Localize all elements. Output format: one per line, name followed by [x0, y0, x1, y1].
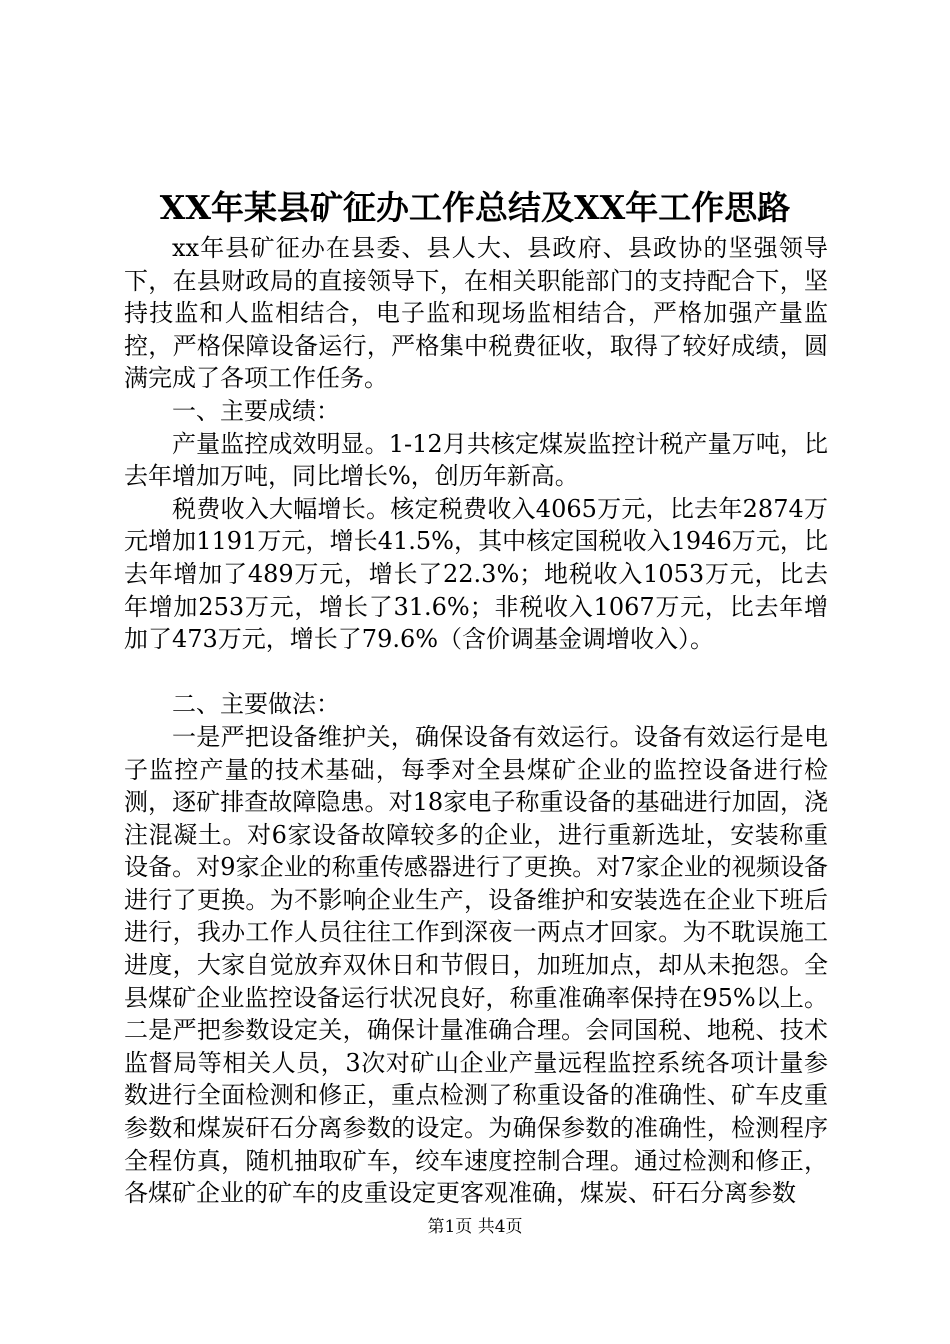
- paragraph-equipment-maintenance: 一是严把设备维护关，确保设备有效运行。设备有效运行是电子监控产量的技术基础，每季对全县煤矿企业的监控设备进行检测，逐矿排查故障隐患。对18家电子称重设备的基础进行加固，浇注混凝土。对6家设备故障较多的企业，进行重新选址，安装称重设备。对9家企业的称重传感器进行了更换。对7家企业的视频设备进行了更换。为不影响企业生产，设备维护和安装选在企业下班后进行，我办工作人员往往工作到深夜一两点才回家。为不耽误施工进度，大家自觉放弃双休日和节假日，加班加点，却从未抱怨。全县煤矿企业监控设备运行状况良好，称重准确率保持在95%以上。二是严把参数设定关，确保计量准确合理。会同国税、地税、技术监督局等相关人员，3次对矿山企业产量远程监控系统各项计量参数进行全面检测和修正，重点检测了称重设备的准确性、矿车皮重参数和煤炭矸石分离参数的设定。为确保参数的准确性，检测程序全程仿真，随机抽取矿车，绞车速度控制合理。通过检测和修正，各煤矿企业的矿车的皮重设定更客观准确，煤炭、矸石分离参数: [124, 722, 828, 1208]
- page-footer: 第1页 共4页: [427, 1217, 523, 1237]
- section-heading-methods: 二、主要做法：: [172, 690, 340, 719]
- paragraph-spacer: [124, 656, 828, 689]
- document-body: [124, 232, 828, 1210]
- section-heading-achievements: 一、主要成绩：: [172, 396, 340, 425]
- paragraph-output-monitoring: 产量监控成效明显。1-12月共核定煤炭监控计税产量万吨，比去年增加万吨，同比增长%，创历年新高。: [124, 429, 828, 491]
- paragraph-intro: xx年县矿征办在县委、县人大、县政府、县政协的坚强领导下，在县财政局的直接领导下，在相关职能部门的支持配合下，坚持技监和人监相结合，电子监和现场监相结合，严格加强产量监控，严格保障设备运行，严格集中税费征收，取得了较好成绩，圆满完成了各项工作任务。: [124, 234, 828, 393]
- document-title: XX年某县矿征办工作总结及XX年工作思路: [159, 188, 791, 227]
- paragraph-tax-revenue: 税费收入大幅增长。核定税费收入4065万元，比去年2874万元增加1191万元，增长41.5%，其中核定国税收入1946万元，比去年增加了489万元，增长了22.3%；地税收入1053万元，比去年增加253万元，增长了31.6%；非税收入1067万元，比去年增加了473万元，增长了79.6%（含价调基金调增收入）。: [124, 494, 828, 654]
